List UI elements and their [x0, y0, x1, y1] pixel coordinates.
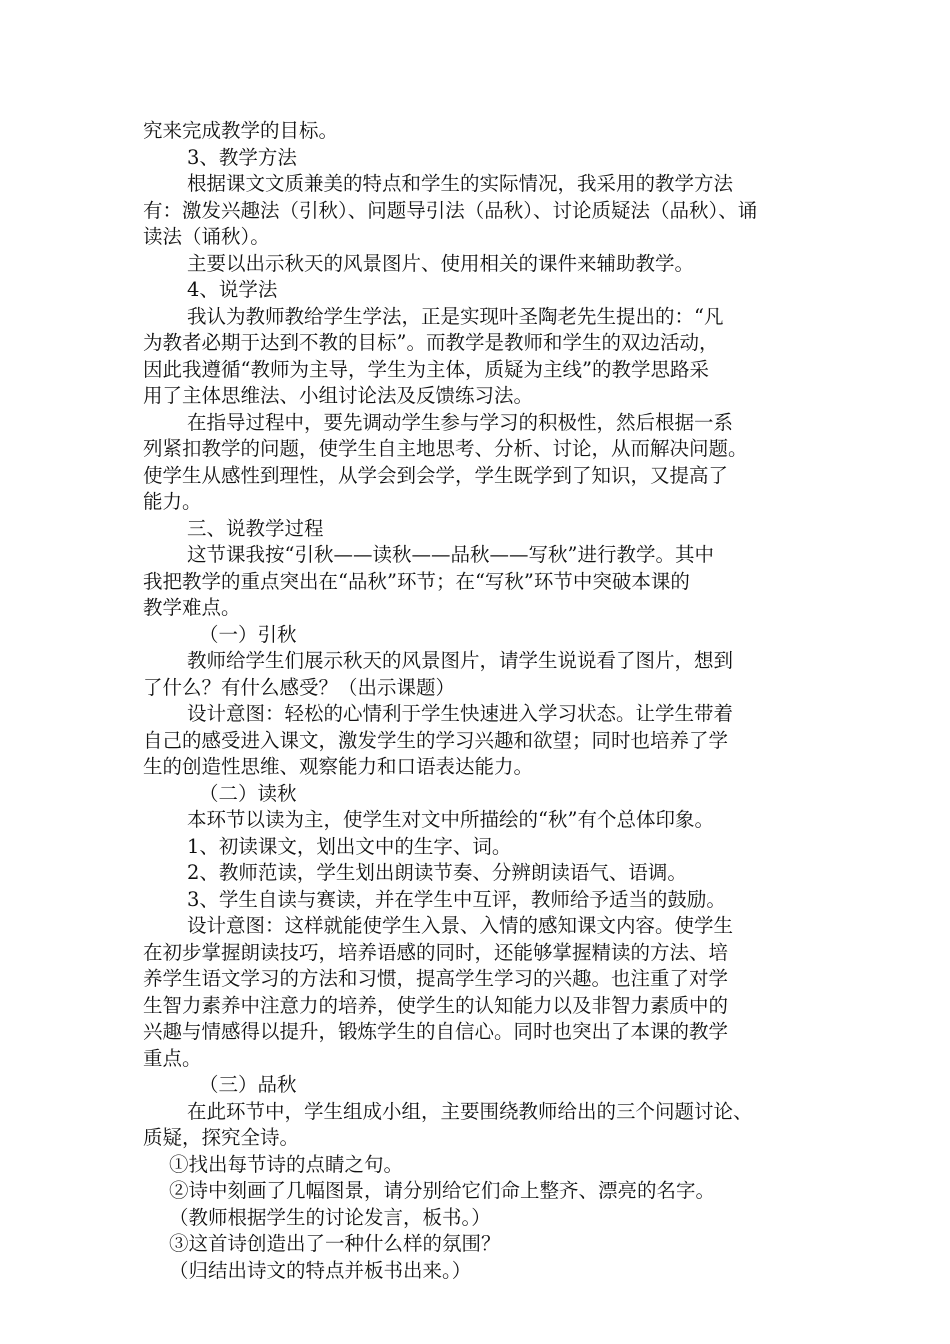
text-line: 因此我遵循“教师为主导，学生为主体，质疑为主线”的教学思路采 — [143, 357, 709, 381]
text-line: 在初步掌握朗读技巧，培养语感的同时，还能够掌握精读的方法、培 — [143, 940, 729, 964]
text-line: 究来完成教学的目标。 — [143, 119, 339, 142]
list-item: ②诗中刻画了几幅图景，请分别给它们命上整齐、漂亮的名字。 — [169, 1179, 716, 1202]
text-line: （归结出诗文的特点并板书出来。） — [169, 1258, 472, 1282]
text-line: 设计意图：这样就能使学生入景、入情的感知课文内容。使学生 — [187, 914, 734, 937]
text-line: 本环节以读为主，使学生对文中所描绘的“秋”有个总体印象。 — [187, 808, 714, 831]
text-line: 能力。 — [143, 490, 202, 513]
text-line: 这节课我按“引秋——读秋——品秋——写秋”进行教学。其中 — [187, 543, 714, 566]
list-item: ③这首诗创造出了一种什么样的氛围？ — [169, 1232, 501, 1255]
text-line: 教师给学生们展示秋天的风景图片，请学生说说看了图片，想到 — [187, 649, 734, 672]
text-line: 使学生从感性到理性，从学会到会学，学生既学到了知识，又提高了 — [143, 463, 729, 487]
text-line: 用了主体思维法、小组讨论法及反馈练习法。 — [143, 384, 534, 407]
text-line: 在此环节中，学生组成小组，主要围绕教师给出的三个问题讨论、 — [187, 1099, 753, 1123]
text-line: 养学生语文学习的方法和习惯，提高学生学习的兴趣。也注重了对学 — [143, 967, 729, 990]
text-line: 了什么？有什么感受？（出示课题） — [143, 675, 456, 699]
text-line: 自己的感受进入课文，激发学生的学习兴趣和欲望；同时也培养了学 — [143, 728, 729, 752]
list-item: ①找出每节诗的点睛之句。 — [169, 1152, 404, 1176]
text-line: 有：激发兴趣法（引秋）、问题导引法（品秋）、讨论质疑法（品秋）、诵 — [143, 198, 758, 222]
text-line: 根据课文文质兼美的特点和学生的实际情况，我采用的教学方法 — [187, 172, 734, 195]
section-heading: 3、教学方法 — [187, 145, 297, 169]
text-line: 1、初读课文，划出文中的生字、词。 — [187, 834, 512, 858]
text-line: 我认为教师教给学生学法，正是实现叶圣陶老先生提出的：“凡 — [187, 304, 724, 328]
text-line: 主要以出示秋天的风景图片、使用相关的课件来辅助教学。 — [187, 251, 695, 275]
text-line: 读法（诵秋）。 — [143, 225, 270, 248]
text-line: 2、教师范读，学生划出朗读节奏、分辨朗读语气、语调。 — [187, 861, 687, 884]
text-line: 3、学生自读与赛读，并在学生中互评，教师给予适当的鼓励。 — [187, 887, 726, 911]
text-line: 我把教学的重点突出在“品秋”环节；在“写秋”环节中突破本课的 — [143, 569, 690, 593]
text-line: 设计意图：轻松的心情利于学生快速进入学习状态。让学生带着 — [187, 702, 734, 725]
section-heading: 三、说教学过程 — [187, 516, 324, 540]
subsection-heading: （二）读秋 — [199, 781, 297, 805]
text-line: 在指导过程中，要先调动学生参与学习的积极性，然后根据一系 — [187, 410, 734, 434]
text-line: 生智力素养中注意力的培养，使学生的认知能力以及非智力素质中的 — [143, 993, 729, 1017]
subsection-heading: （一）引秋 — [199, 622, 297, 646]
text-line: 重点。 — [143, 1046, 202, 1070]
text-line: 生的创造性思维、观察能力和口语表达能力。 — [143, 755, 534, 778]
subsection-heading: （三）品秋 — [199, 1073, 297, 1096]
text-line: 教学难点。 — [143, 596, 241, 619]
text-line: 质疑，探究全诗。 — [143, 1126, 300, 1149]
text-line: 兴趣与情感得以提升，锻炼学生的自信心。同时也突出了本课的教学 — [143, 1020, 729, 1043]
section-heading: 4、说学法 — [187, 278, 278, 301]
document-body — [143, 118, 813, 1284]
text-line: 为教者必期于达到不教的目标”。而教学是教师和学生的双边活动， — [143, 331, 719, 354]
text-line: （教师根据学生的讨论发言，板书。） — [169, 1205, 491, 1229]
text-line: 列紧扣教学的问题，使学生自主地思考、分析、讨论，从而解决问题。 — [143, 437, 748, 460]
